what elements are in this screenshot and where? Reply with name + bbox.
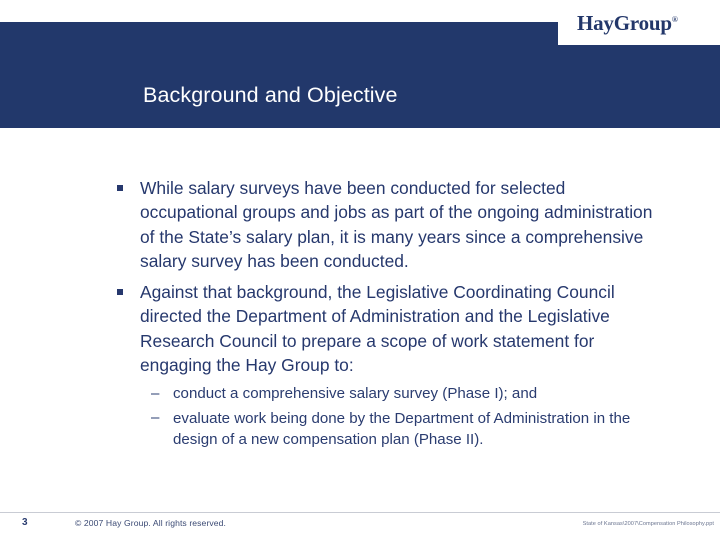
logo-panel bbox=[558, 0, 720, 45]
registered-trademark-icon: ® bbox=[671, 15, 678, 24]
list-item-text: Against that background, the Legislative Coordinating Council directed the Department of Administration and the Legislative Research Council to prepare a scope of work statement for engaging the Hay Group to: bbox=[140, 282, 615, 376]
list-item bbox=[113, 280, 665, 377]
source-file-path: State of Kansas\2007\Compensation Philosophy.ppt bbox=[582, 521, 714, 527]
bullet-spacer bbox=[113, 273, 665, 280]
square-bullet-icon bbox=[117, 185, 123, 191]
sub-list-item bbox=[143, 383, 643, 404]
dash-bullet-icon: – bbox=[151, 384, 160, 402]
logo-wordmark: HayGroup bbox=[577, 11, 672, 35]
list-item bbox=[113, 176, 665, 273]
square-bullet-icon bbox=[117, 289, 123, 295]
list-item-text: While salary surveys have been conducted for selected occupational groups and jobs as part of the ongoing administration of the State’s salary plan, it is many years since a comprehensive salary survey has been conducted. bbox=[140, 178, 653, 271]
slide-number: 3 bbox=[22, 517, 28, 528]
copyright-notice: © 2007 Hay Group. All rights reserved. bbox=[75, 518, 227, 528]
sub-list-item-text: evaluate work being done by the Department of Administration in the design of a new compensation plan (Phase II). bbox=[173, 409, 631, 448]
footer-divider bbox=[0, 512, 720, 513]
sub-list-item bbox=[143, 408, 643, 450]
dash-bullet-icon: – bbox=[151, 409, 160, 427]
bullet-list bbox=[113, 176, 665, 450]
sub-list-item-text: conduct a comprehensive salary survey (Phase I); and bbox=[173, 385, 538, 403]
slide-body bbox=[0, 128, 720, 508]
haygroup-logo bbox=[577, 11, 678, 36]
sub-bullet-list bbox=[143, 383, 643, 450]
page-title: Background and Objective bbox=[143, 83, 398, 107]
